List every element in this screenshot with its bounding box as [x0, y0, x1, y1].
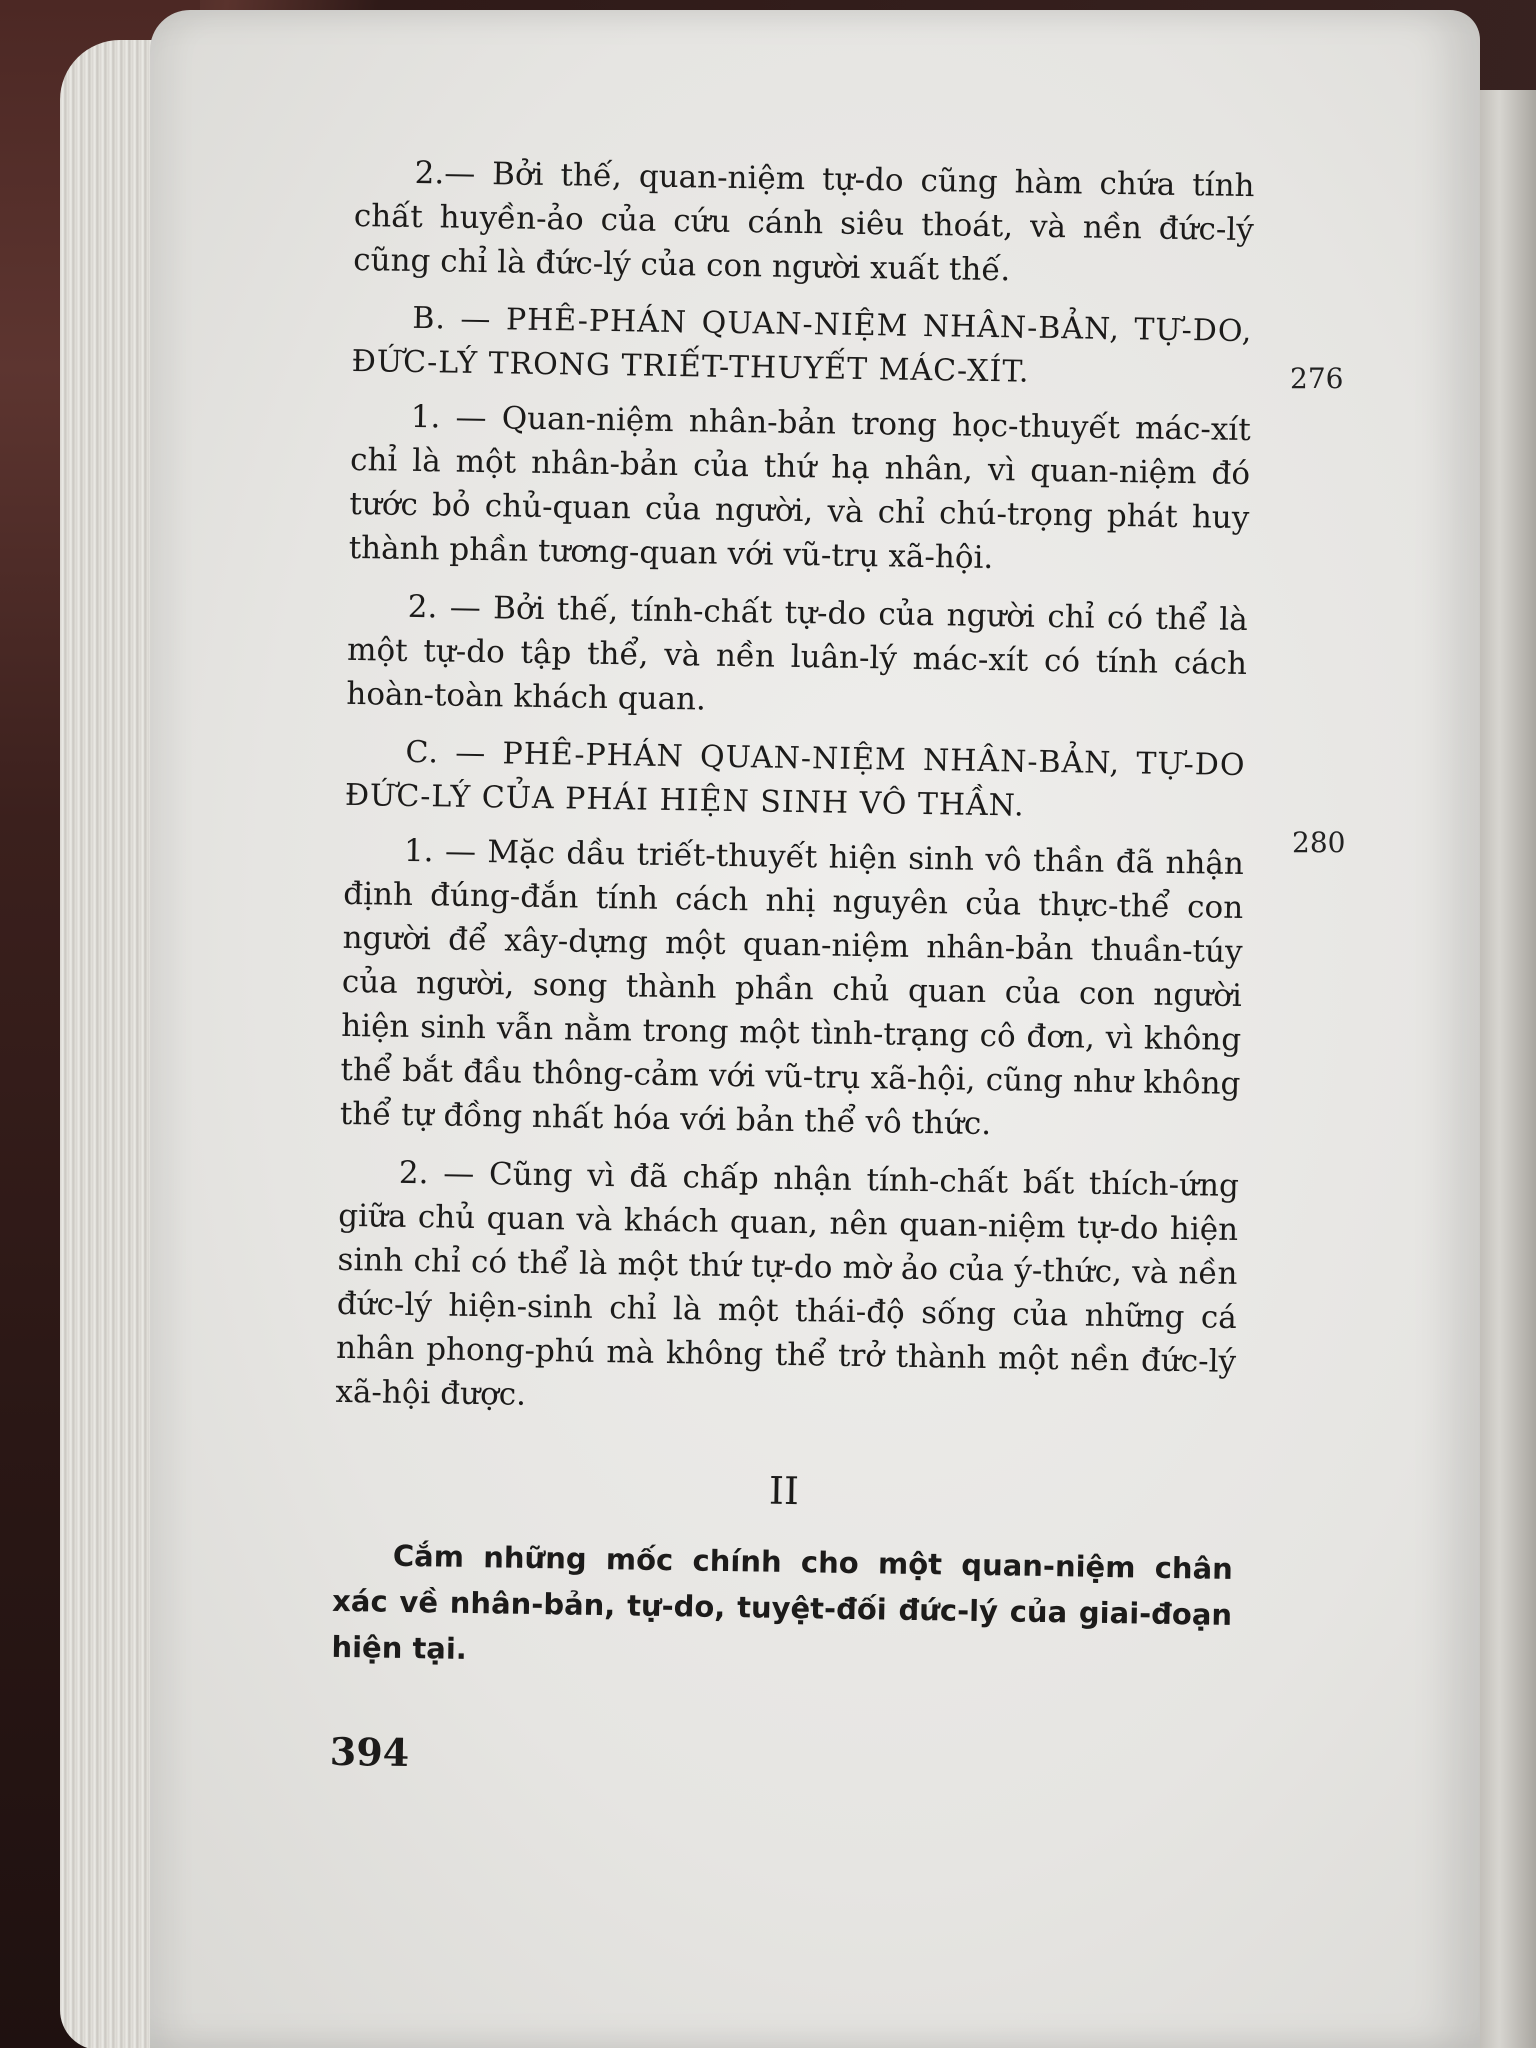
page-number: 394	[329, 1728, 410, 1776]
page-text	[329, 150, 1254, 1788]
paragraph-c2: 2. — Cũng vì đã chấp nhận tính-chất bất thích-ứng giữa chủ quan và khách quan, nên quan-niệm tự-do hiện sinh chỉ có thể là một thứ tự-do mờ ảo của ý-thức, và nền đức-lý hiện-sinh chỉ là một thái-độ sống của những cá nhân phong-phú mà không thể trở thành một nền đức-lý xã-hội được.	[335, 1154, 1240, 1413]
margin-note-276: 276	[1290, 362, 1344, 395]
margin-note-280: 280	[1292, 826, 1346, 859]
paragraph-a2: 2.— Bởi thế, quan-niệm tự-do cũng hàm chứa tính chất huyền-ảo của cứu cánh siêu thoát, và nền đức-lý cũng chỉ là đức-lý của con người xuất thế.	[352, 154, 1255, 289]
paragraph-c1: 1. — Mặc dầu triết-thuyết hiện sinh vô thần đã nhận định đúng-đắn tính cách nhị nguyên của thực-thể con người để xây-dựng một quan-niệm nhân-bản thuần-túy của người, song thành phần chủ quan của con người hiện sinh vẫn nằm trong một tình-trạng cô đơn, vì không thể bắt đầu thông-cảm với vũ-trụ xã-hội, cũng như không thể tự đồng nhất hóa với bản thể vô thức.	[339, 832, 1245, 1143]
facing-page-edge	[1475, 90, 1536, 2048]
heading-b: B. — PHÊ-PHÁN QUAN-NIỆM NHÂN-BẢN, TỰ-DO, ĐỨC-LÝ TRONG TRIẾT-THUYẾT MÁC-XÍT.	[351, 300, 1253, 390]
section-ii-title: Cắm những mốc chính cho một quan-niệm chân xác về nhân-bản, tự-do, tuyệt-đối đức-lý của giai-đoạn hiện tại.	[331, 1538, 1234, 1666]
paragraph-b2: 2. — Bởi thế, tính-chất tự-do của người chỉ có thể là một tự-do tập thể, và nền luân-lý mác-xít có tính cách hoàn-toàn khách quan.	[346, 588, 1249, 718]
section-numeral: II	[768, 1468, 800, 1514]
heading-c: C. — PHÊ-PHÁN QUAN-NIỆM NHÂN-BẢN, TỰ-DO ĐỨC-LÝ CỦA PHÁI HIỆN SINH VÔ THẦN.	[344, 734, 1246, 824]
paragraph-b1: 1. — Quan-niệm nhân-bản trong học-thuyết mác-xít chỉ là một nhân-bản của thứ hạ nhân, vì quan-niệm đó tước bỏ chủ-quan của người, và chỉ chú-trọng phát huy thành phần tương-quan với vũ-trụ xã-hội.	[348, 398, 1251, 577]
